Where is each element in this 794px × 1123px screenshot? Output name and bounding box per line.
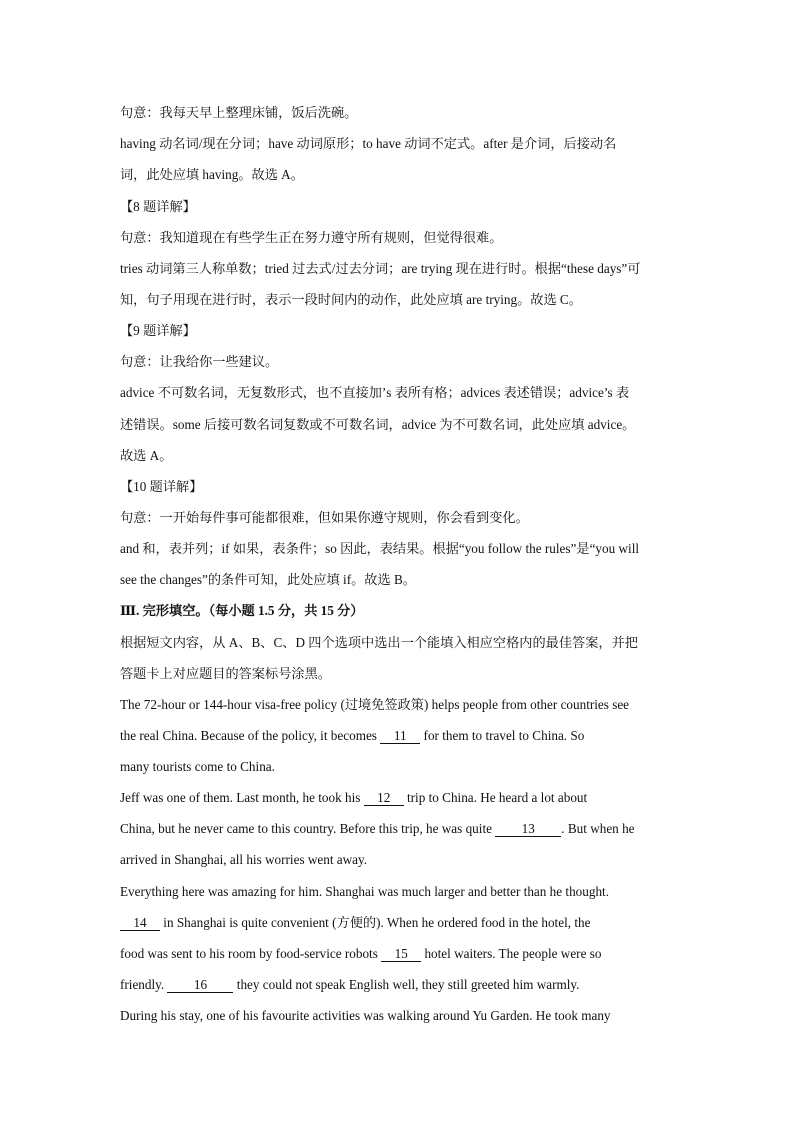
passage-line	[120, 727, 584, 745]
text-line: 故选 A。	[120, 448, 173, 463]
blank-15: 15	[381, 947, 421, 962]
section-header-8: 【8 题详解】	[120, 199, 196, 214]
passage-text: hotel waiters. The people were so	[424, 946, 602, 961]
text-line: 句意：我每天早上整理床铺，饭后洗碗。	[120, 105, 358, 120]
text-line: 知，句子用现在进行时，表示一段时间内的动作，此处应填 are trying。故选 C。	[120, 292, 582, 307]
text-line: tries 动词第三人称单数；tried 过去式/过去分词；are trying 现在进行时。根据“these days”可	[120, 261, 641, 276]
passage-line: many tourists come to China.	[120, 759, 275, 774]
passage-line	[120, 976, 579, 994]
passage-line	[120, 914, 590, 932]
passage-text: the real China. Because of the policy, it becomes	[120, 728, 377, 743]
blank-16: 16	[167, 978, 233, 993]
blank-11: 11	[380, 729, 420, 744]
text-line: 句意：让我给你一些建议。	[120, 354, 279, 369]
section-header-9: 【9 题详解】	[120, 323, 196, 338]
passage-text: in Shanghai is quite convenient (方便的). When he ordered food in the hotel, the	[163, 915, 591, 930]
text-line: 述错误。some 后接可数名词复数或不可数名词，advice 为不可数名词，此处应填 advice。	[120, 417, 636, 432]
passage-text: . But when he	[561, 821, 635, 836]
blank-12: 12	[364, 791, 404, 806]
passage-text: for them to travel to China. So	[423, 728, 585, 743]
text-line: 句意：一开始每件事可能都很难，但如果你遵守规则，你会看到变化。	[120, 510, 529, 525]
passage-line	[120, 945, 601, 963]
passage-line	[120, 789, 587, 807]
text-line: and 和，表并列；if 如果，表条件；so 因此，表结果。根据“you follow the rules”是“you will	[120, 541, 640, 556]
instruction-line: 根据短文内容，从 A、B、C、D 四个选项中选出一个能填入相应空格内的最佳答案，并把	[120, 635, 638, 650]
passage-text: trip to China. He heard a lot about	[406, 790, 588, 805]
passage-text: China, but he never came to this country. Before this trip, he was quite	[120, 821, 492, 836]
passage-line: arrived in Shanghai, all his worries went away.	[120, 852, 368, 867]
passage-line: During his stay, one of his favourite activities was walking around Yu Garden. He took many	[120, 1008, 611, 1023]
instruction-line: 答题卡上对应题目的答案标号涂黑。	[120, 666, 331, 681]
passage-text: friendly.	[120, 977, 165, 992]
passage-line: The 72-hour or 144-hour visa-free policy (过境免签政策) helps people from other countries see	[120, 697, 630, 712]
passage-line: Everything here was amazing for him. Shanghai was much larger and better than he thought.	[120, 884, 610, 899]
passage-line	[120, 820, 635, 838]
passage-text: Jeff was one of them. Last month, he took his	[120, 790, 361, 805]
section-header-10: 【10 题详解】	[120, 479, 203, 494]
text-line: having 动名词/现在分词；have 动词原形；to have 动词不定式。after 是介词，后接动名	[120, 136, 617, 151]
blank-13: 13	[495, 822, 561, 837]
text-line: advice 不可数名词，无复数形式，也不直接加’s 表所有格；advices 表述错误；advice’s 表	[120, 385, 630, 400]
text-line: 句意：我知道现在有些学生正在努力遵守所有规则，但觉得很难。	[120, 230, 503, 245]
text-line: 词，此处应填 having。故选 A。	[120, 167, 304, 182]
text-line: see the changes”的条件可知，此处应填 if。故选 B。	[120, 572, 416, 587]
passage-text: food was sent to his room by food-service robots	[120, 946, 378, 961]
section-heading-cloze: Ⅲ. 完形填空。（每小题 1.5 分，共 15 分）	[120, 603, 364, 618]
blank-14: 14	[120, 916, 160, 931]
passage-text: they could not speak English well, they still greeted him warmly.	[236, 977, 580, 992]
